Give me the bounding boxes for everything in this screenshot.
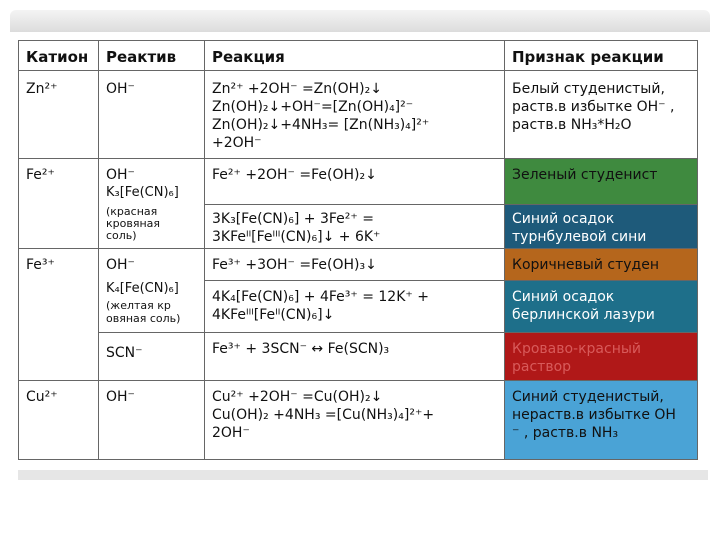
reagent-note: соль) — [106, 229, 137, 242]
reagent-note: (желтая кр — [106, 299, 171, 312]
grid-line — [18, 70, 698, 71]
sign-line: Кроваво-красный — [512, 341, 642, 357]
cation-zn: Zn²⁺ — [26, 81, 58, 97]
grid-line — [98, 332, 698, 333]
sign-line: раств.в избытке OH⁻ , — [512, 99, 675, 115]
grid-line — [18, 40, 698, 41]
grid-line — [18, 158, 698, 159]
reagent-oh: OH⁻ — [106, 389, 135, 405]
sign-line: нераств.в избытке OH — [512, 407, 676, 423]
reaction-line: Fe³⁺ + 3SCN⁻ ↔ Fe(SCN)₃ — [212, 341, 390, 357]
reaction-line: Zn²⁺ +2OH⁻ =Zn(OH)₂↓ — [212, 81, 382, 97]
sign-line: Синий осадок — [512, 289, 615, 305]
reagent-k3-fe-cn6: K₃[Fe(CN)₆] — [106, 185, 179, 200]
reaction-line: +2OH⁻ — [212, 135, 262, 151]
grid-line — [98, 40, 99, 460]
reagent-scn: SCN⁻ — [106, 345, 143, 361]
reagent-note: (красная — [106, 205, 158, 218]
grid-line — [18, 40, 19, 460]
reaction-line: 3KFeᴵᴵ[Feᴵᴵᴵ(CN)₆]↓ + 6K⁺ — [212, 229, 381, 245]
reaction-table — [18, 40, 698, 460]
sign-line: Зеленый студенист — [512, 167, 658, 183]
slide-frame-top — [10, 10, 710, 32]
grid-line — [504, 40, 505, 460]
grid-line — [204, 204, 698, 205]
reagent-oh: OH⁻ — [106, 167, 135, 183]
header-cation: Катион — [26, 48, 89, 66]
reaction-line: 4K₄[Fe(CN)₆] + 4Fe³⁺ = 12K⁺ + — [212, 289, 429, 305]
reaction-line: Cu²⁺ +2OH⁻ =Cu(OH)₂↓ — [212, 389, 383, 405]
cation-fe2: Fe²⁺ — [26, 167, 55, 183]
cation-fe3: Fe³⁺ — [26, 257, 55, 273]
reagent-k4-fe-cn6: K₄[Fe(CN)₆] — [106, 281, 179, 296]
reaction-line: Fe³⁺ +3OH⁻ =Fe(OH)₃↓ — [212, 257, 377, 273]
reaction-line: Cu(OH)₂ +4NH₃ =[Cu(NH₃)₄]²⁺+ — [212, 407, 435, 423]
grid-line — [18, 380, 698, 381]
reagent-note: кровяная — [106, 217, 161, 230]
reagent-oh: OH⁻ — [106, 257, 135, 273]
sign-line: Коричневый студен — [512, 257, 659, 273]
header-reaction: Реакция — [212, 48, 285, 66]
cation-cu: Cu²⁺ — [26, 389, 58, 405]
header-reagent: Реактив — [106, 48, 177, 66]
sign-line: берлинской лазури — [512, 307, 655, 323]
reagent-oh: OH⁻ — [106, 81, 135, 97]
grid-line — [18, 459, 698, 460]
sign-line: Синий осадок — [512, 211, 615, 227]
reaction-line: 4KFeᴵᴵᴵ[Feᴵᴵ(CN)₆]↓ — [212, 307, 335, 323]
reaction-line: 2OH⁻ — [212, 425, 250, 441]
slide-frame-shadow — [18, 470, 708, 480]
reagent-note: овяная соль) — [106, 312, 181, 325]
sign-line: турнбулевой сини — [512, 229, 647, 245]
grid-line — [204, 280, 698, 281]
sign-line: раствор — [512, 359, 572, 375]
reaction-line: 3K₃[Fe(CN)₆] + 3Fe²⁺ = — [212, 211, 374, 227]
sign-line: Белый студенистый, — [512, 81, 665, 97]
header-sign: Признак реакции — [512, 48, 664, 66]
sign-line: Синий студенистый, — [512, 389, 664, 405]
grid-line — [697, 40, 698, 460]
sign-line: раств.в NH₃*H₂O — [512, 117, 632, 133]
reaction-line: Fe²⁺ +2OH⁻ =Fe(OH)₂↓ — [212, 167, 377, 183]
reaction-line: Zn(OH)₂↓+OH⁻=[Zn(OH)₄]²⁻ — [212, 99, 414, 115]
grid-line — [204, 40, 205, 460]
sign-line: ⁻ , раств.в NH₃ — [512, 425, 619, 441]
reaction-line: Zn(OH)₂↓+4NH₃= [Zn(NH₃)₄]²⁺ — [212, 117, 430, 133]
grid-line — [18, 248, 698, 249]
